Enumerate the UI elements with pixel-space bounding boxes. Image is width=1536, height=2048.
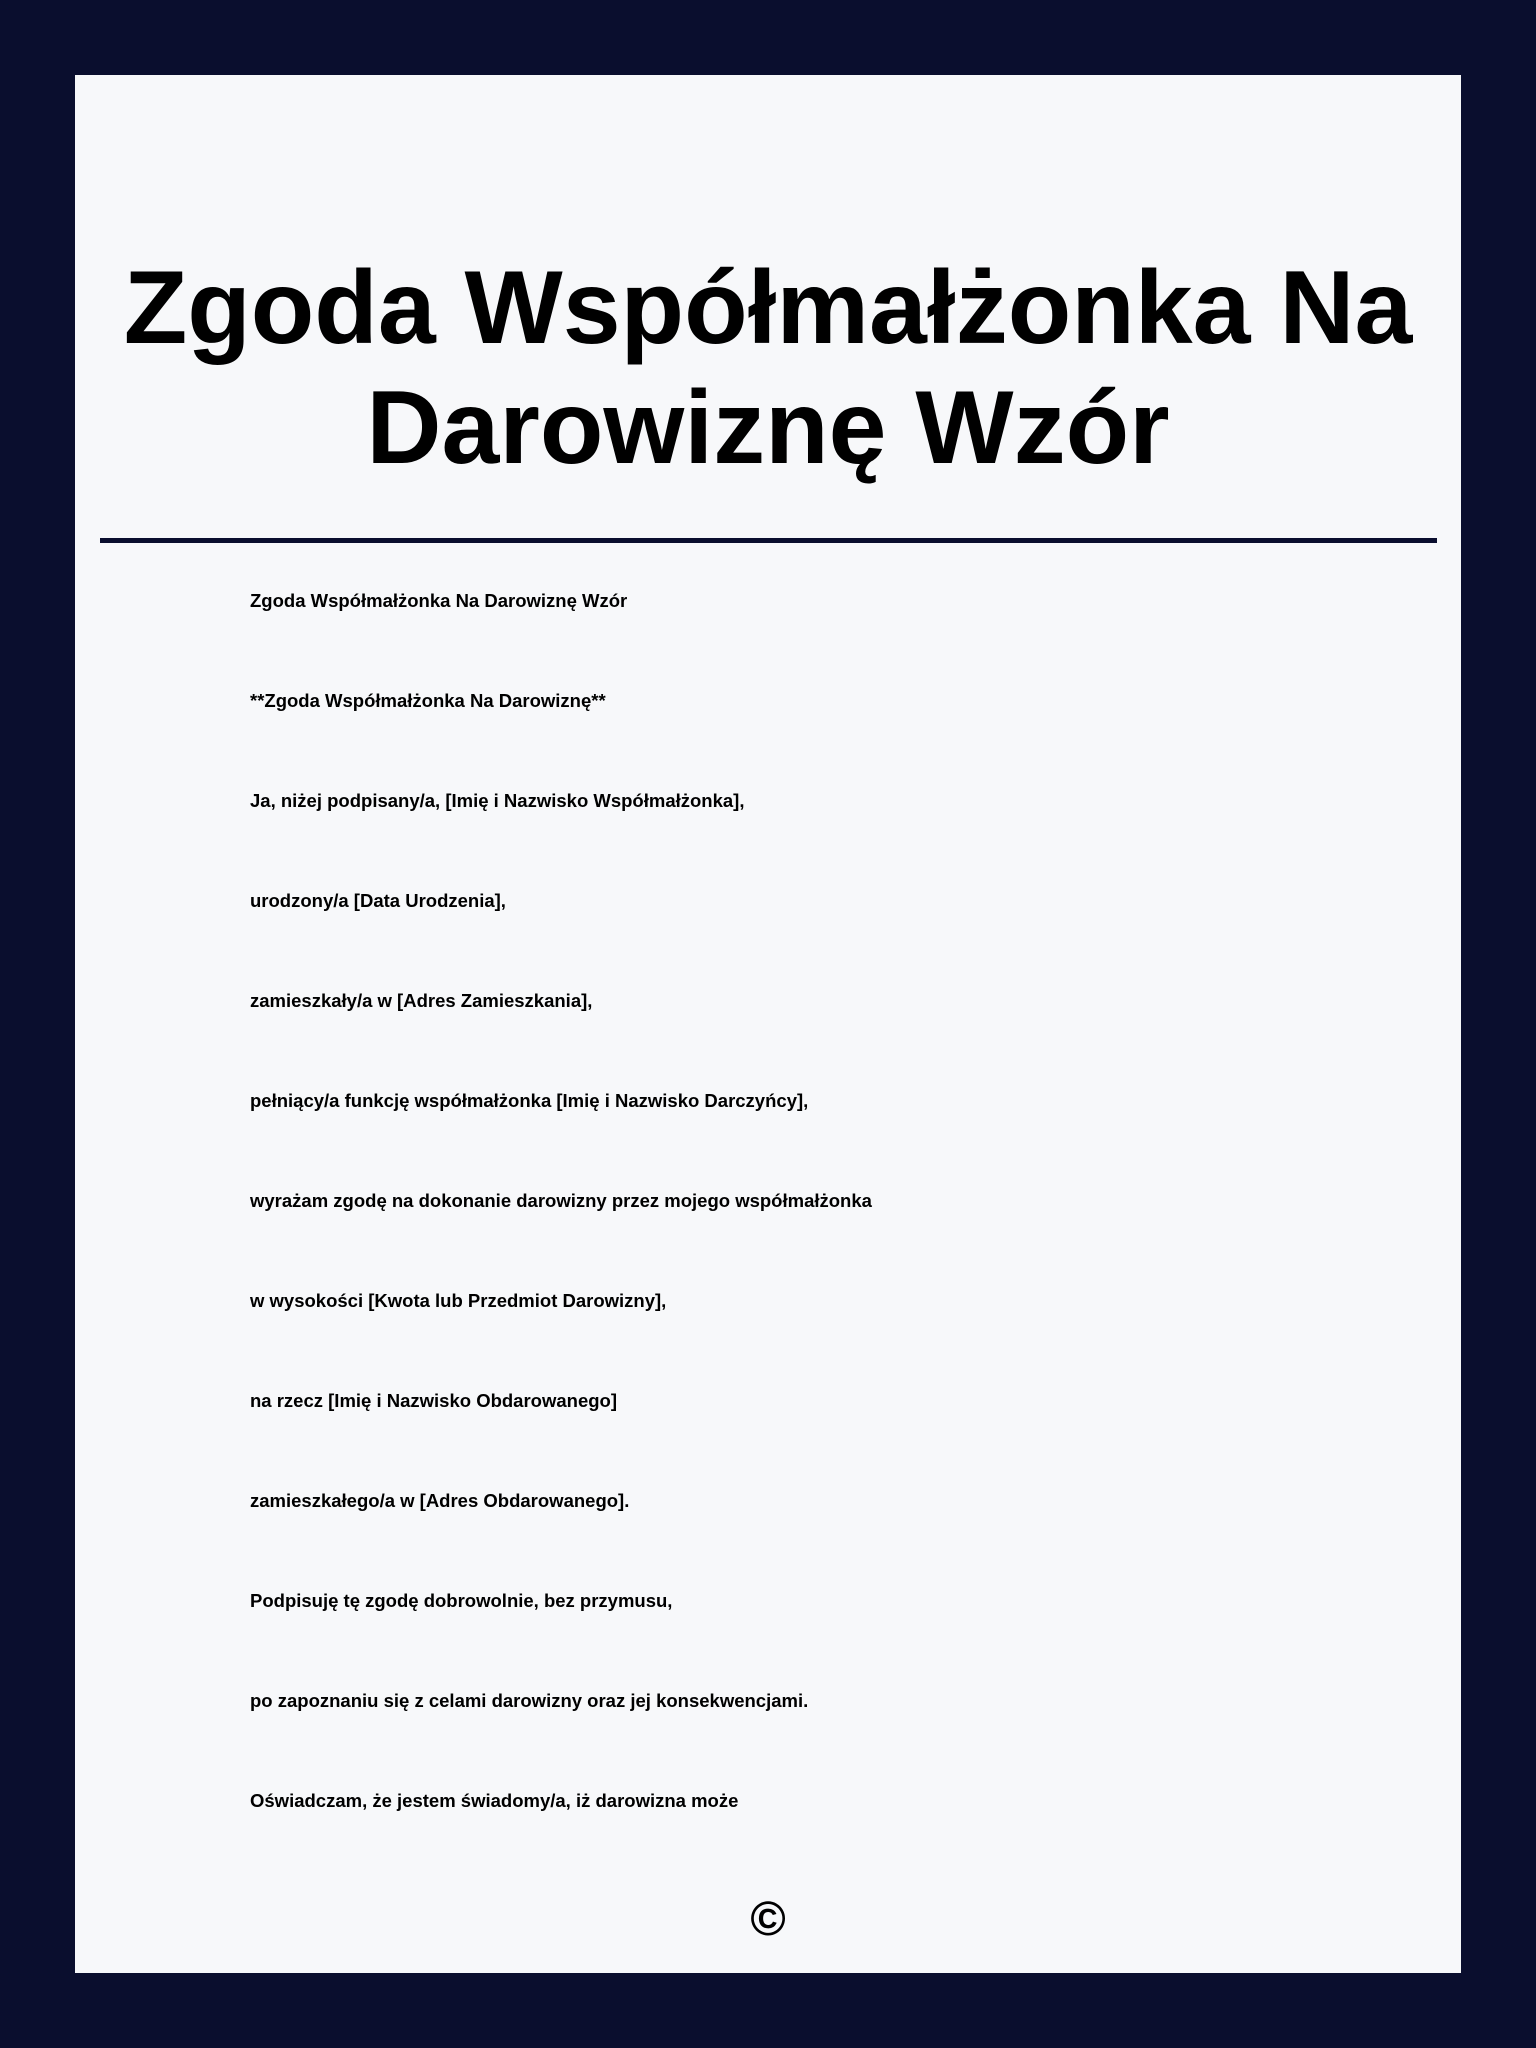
body-line: Oświadczam, że jestem świadomy/a, iż darowizna może	[250, 1790, 739, 1811]
body-line: zamieszkałego/a w [Adres Obdarowanego].	[250, 1490, 630, 1511]
title-divider	[100, 538, 1437, 543]
body-line: wyrażam zgodę na dokonanie darowizny przez mojego współmałżonka	[250, 1190, 872, 1211]
body-line: zamieszkały/a w [Adres Zamieszkania],	[250, 990, 593, 1011]
body-line: urodzony/a [Data Urodzenia],	[250, 890, 506, 911]
body-line: w wysokości [Kwota lub Przedmiot Darowizny],	[250, 1290, 667, 1311]
page-title: Zgoda Współmałżonka Na Darowiznę Wzór	[123, 250, 1413, 486]
body-line: na rzecz [Imię i Nazwisko Obdarowanego]	[250, 1390, 618, 1411]
copyright-icon: ©	[750, 1893, 786, 1946]
body-line: **Zgoda Współmałżonka Na Darowiznę**	[250, 690, 606, 711]
body-line: Zgoda Współmałżonka Na Darowiznę Wzór	[250, 590, 628, 611]
body-line: Ja, niżej podpisany/a, [Imię i Nazwisko Współmałżonka],	[250, 790, 745, 811]
document-page	[75, 75, 1461, 1973]
body-line: pełniący/a funkcję współmałżonka [Imię i Nazwisko Darczyńcy],	[250, 1090, 809, 1111]
body-line: Podpisuję tę zgodę dobrowolnie, bez przymusu,	[250, 1590, 673, 1611]
document-body	[250, 590, 1350, 1890]
body-line: po zapoznaniu się z celami darowizny oraz jej konsekwencjami.	[250, 1690, 809, 1711]
